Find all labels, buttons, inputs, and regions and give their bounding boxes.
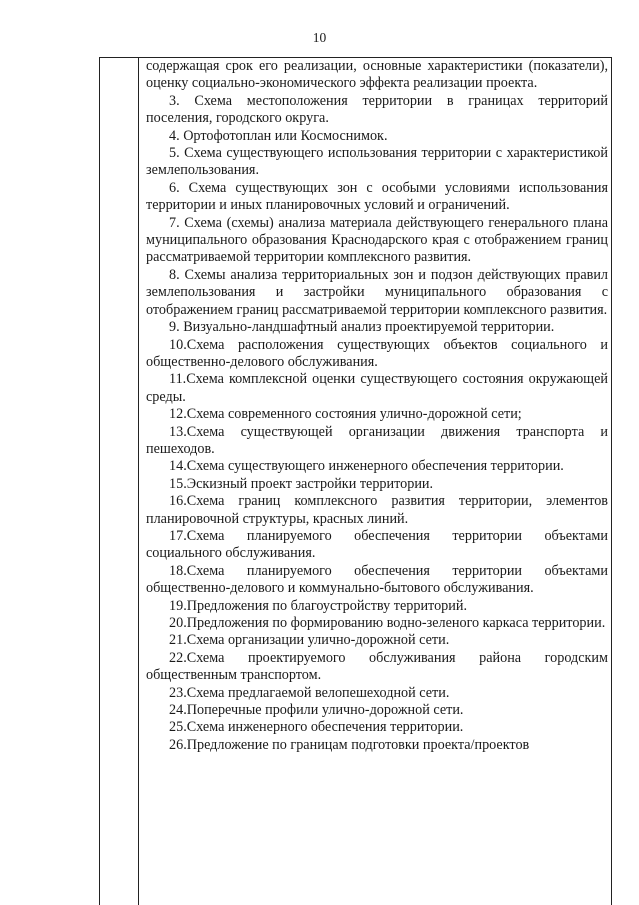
list-item: 21.Схема организации улично-дорожной сети. [169, 632, 450, 649]
list-item: 8. Схемы анализа территориальных зон и подзон действующих правил землепользования и застройки муниципального образования с отображением границ рассматриваемой территории комплексного развития. [146, 266, 608, 318]
list-item: 25.Схема инженерного обеспечения территории. [169, 719, 464, 736]
list-item: 14.Схема существующего инженерного обеспечения территории. [169, 458, 564, 475]
list-item: 16.Схема границ комплексного развития территории, элементов планировочной структуры, красных линий. [146, 493, 608, 527]
list-item: 10.Схема расположения существующих объектов социального и общественно-делового обслуживания. [146, 336, 608, 370]
table-cell-content [146, 58, 608, 754]
list-item: 9. Визуально-ландшафтный анализ проектируемой территории. [169, 319, 555, 336]
list-item: 17.Схема планируемого обеспечения территории объектами социального обслуживания. [146, 527, 608, 562]
list-item: 22.Схема проектируемого обслуживания района городским общественным транспортом. [146, 649, 608, 684]
list-item: 26.Предложение по границам подготовки проекта/проектов [169, 736, 530, 753]
list-item: 19.Предложения по благоустройству территорий. [169, 597, 467, 614]
list-item: 24.Поперечные профили улично-дорожной сети. [169, 702, 464, 719]
list-item: 3. Схема местоположения территории в границах территорий поселения, городского округа. [146, 92, 608, 127]
list-item: 7. Схема (схемы) анализа материала действующего генерального плана муниципального образования Краснодарского края с отображением границ рассматриваемой территории комплексного развития. [146, 214, 608, 266]
list-item: 20.Предложения по формированию водно-зеленого каркаса территории. [169, 615, 606, 631]
list-item: 13.Схема существующей организации движения транспорта и пешеходов. [146, 423, 608, 457]
list-item: 15.Эскизный проект застройки территории. [169, 475, 434, 492]
list-item: 4. Ортофотоплан или Космоснимок. [169, 127, 388, 144]
paragraph: содержащая срок его реализации, основные характеристики (показатели), оценку социально-экономического эффекта реализации проекта. [146, 58, 608, 92]
list-item: 11.Схема комплексной оценки существующего состояния окружающей среды. [146, 371, 608, 405]
list-item: 5. Схема существующего использования территории с характеристикой землепользования. [146, 145, 608, 179]
page-number: 10 [312, 30, 327, 45]
list-item: 12.Схема современного состояния улично-дорожной сети; [169, 406, 522, 423]
column-divider [138, 57, 139, 905]
list-item: 23.Схема предлагаемой велопешеходной сети. [169, 684, 450, 701]
list-item: 6. Схема существующих зон с особыми условиями использования территории и иных планировочных условий и ограничений. [146, 179, 608, 214]
list-item: 18.Схема планируемого обеспечения территории объектами общественно-делового и коммунально-бытового обслуживания. [146, 562, 608, 597]
